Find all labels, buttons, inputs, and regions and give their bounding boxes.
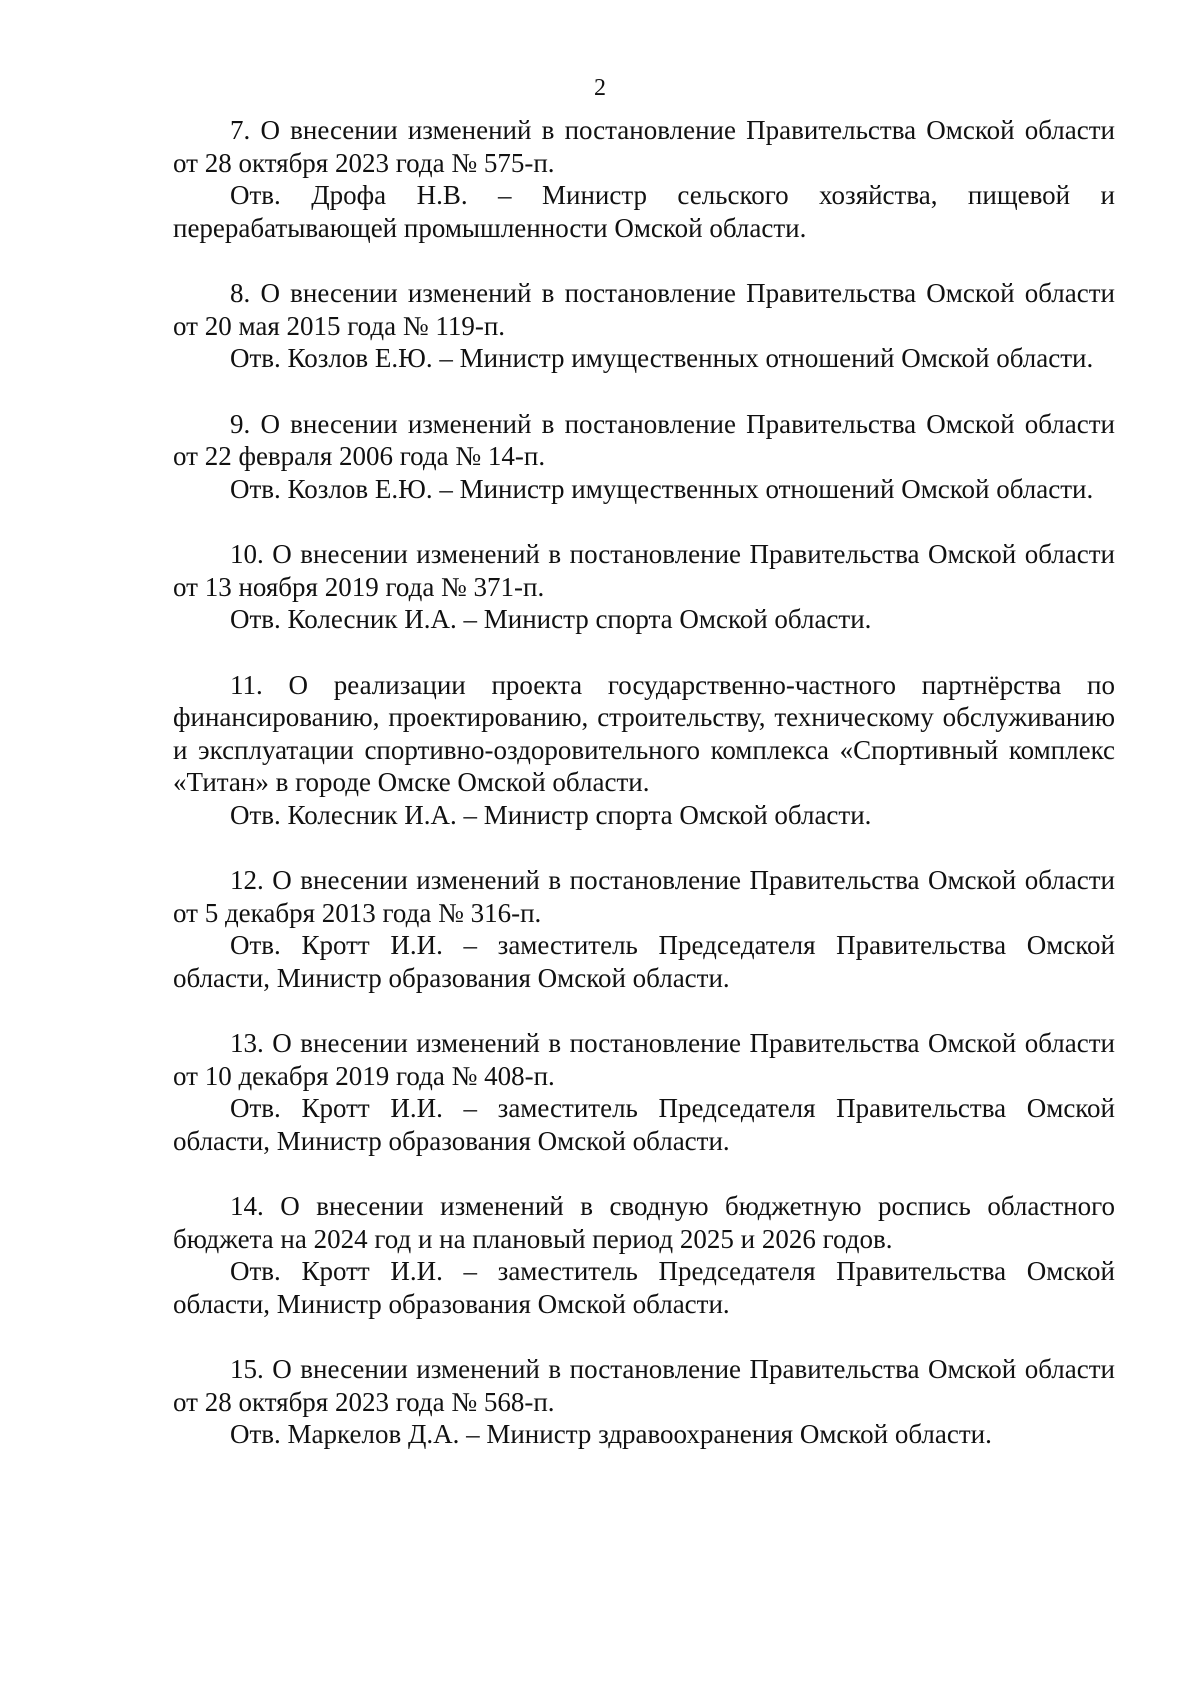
- agenda-item-8: [173, 277, 1115, 375]
- agenda-item-responsible: Отв. Козлов Е.Ю. – Министр имущественных отношений Омской области.: [230, 473, 1094, 504]
- agenda-item-title: 11. О реализации проекта государственно-частного партнёрства по финансированию, проектированию, строительству, техническому обслуживанию и эксплуатации спортивно-оздоровительного комплекса «Спортивный комплекс «Титан» в городе Омске Омской области.: [173, 669, 1115, 797]
- agenda-item-title: 13. О внесении изменений в постановление Правительства Омской области от 10 декабря 2019 года № 408-п.: [173, 1028, 1115, 1091]
- agenda-item-responsible: Отв. Дрофа Н.В. – Министр сельского хозяйства, пищевой и перерабатывающей промышленности Омской области.: [173, 180, 1115, 243]
- agenda-item-responsible: Отв. Кротт И.И. – заместитель Председателя Правительства Омской области, Министр образования Омской области.: [173, 930, 1115, 993]
- agenda-item-10: [173, 538, 1115, 636]
- agenda-item-title: 14. О внесении изменений в сводную бюджетную роспись областного бюджета на 2024 год и на плановый период 2025 и 2026 годов.: [173, 1191, 1115, 1254]
- agenda-item-title: 8. О внесении изменений в постановление Правительства Омской области от 20 мая 2015 года № 119-п.: [173, 278, 1115, 341]
- agenda-item-9: [173, 408, 1115, 506]
- agenda-item-title: 9. О внесении изменений в постановление Правительства Омской области от 22 февраля 2006 года № 14-п.: [173, 408, 1115, 471]
- agenda-item-7: [173, 114, 1115, 244]
- agenda-item-11: [173, 669, 1115, 832]
- agenda-item-14: [173, 1190, 1115, 1320]
- page-number: 2: [594, 75, 606, 101]
- agenda-item-responsible: Отв. Колесник И.А. – Министр спорта Омской области.: [230, 604, 872, 634]
- agenda-item-responsible: Отв. Колесник И.А. – Министр спорта Омской области.: [230, 799, 872, 830]
- agenda-item-title: 12. О внесении изменений в постановление Правительства Омской области от 5 декабря 2013 года № 316-п.: [173, 865, 1115, 928]
- agenda-item-responsible: Отв. Кротт И.И. – заместитель Председателя Правительства Омской области, Министр образования Омской области.: [173, 1256, 1115, 1319]
- agenda-item-responsible: Отв. Кротт И.И. – заместитель Председателя Правительства Омской области, Министр образования Омской области.: [173, 1093, 1115, 1156]
- agenda-item-responsible: Отв. Маркелов Д.А. – Министр здравоохранения Омской области.: [230, 1419, 992, 1449]
- agenda-item-title: 7. О внесении изменений в постановление Правительства Омской области от 28 октября 2023 года № 575-п.: [173, 115, 1115, 178]
- agenda-item-15: [173, 1353, 1115, 1451]
- agenda-item-title: 15. О внесении изменений в постановление Правительства Омской области от 28 октября 2023 года № 568-п.: [173, 1354, 1115, 1417]
- agenda-item-responsible: Отв. Козлов Е.Ю. – Министр имущественных отношений Омской области.: [230, 343, 1094, 373]
- agenda-item-title: 10. О внесении изменений в постановление Правительства Омской области от 13 ноября 2019 года № 371-п.: [173, 539, 1115, 602]
- agenda-list: [173, 114, 1115, 1484]
- agenda-item-12: [173, 864, 1115, 994]
- agenda-item-13: [173, 1027, 1115, 1157]
